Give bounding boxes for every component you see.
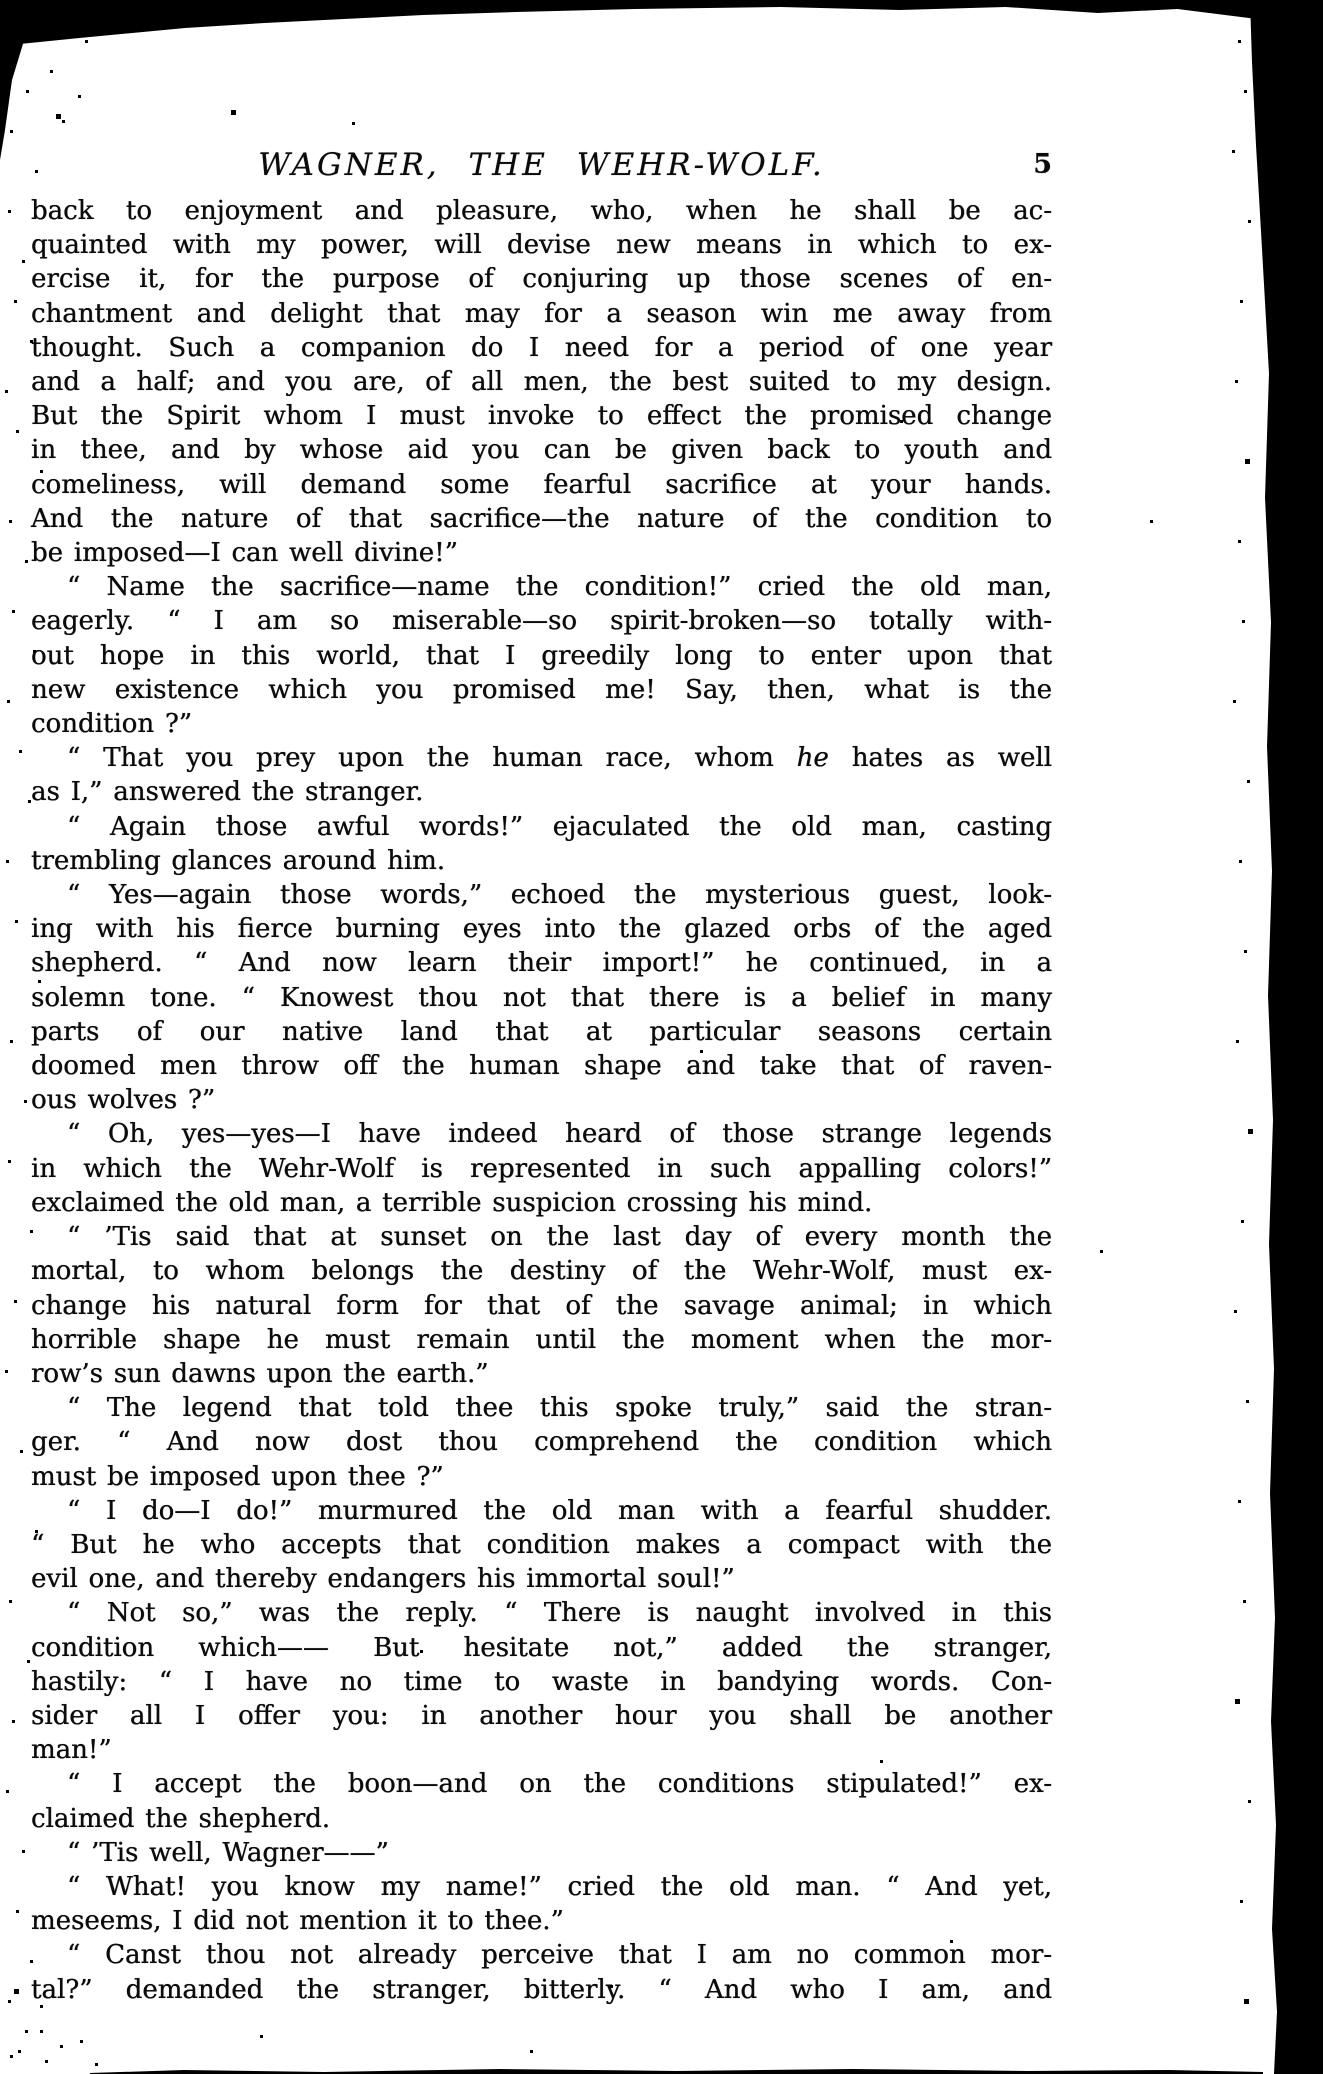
text-line: “ The legend that told thee this spoke truly,” said the stran- <box>67 1393 1052 1424</box>
text-line: meseems, I did not mention it to thee.” <box>31 1906 564 1937</box>
text-line: evil one, and thereby endangers his immortal soul!” <box>31 1564 735 1595</box>
paragraph <box>31 878 1052 1117</box>
text-line: And the nature of that sacrifice—the nature of the condition to <box>31 503 1052 534</box>
page-body <box>31 194 1052 2007</box>
text-line: as I,” answered the stranger. <box>31 777 424 808</box>
paragraph <box>31 1494 1052 1597</box>
text-line: “ Again those awful words!” ejaculated the old man, casting <box>67 811 1052 842</box>
text-line: new existence which you promised me! Say, then, what is the <box>31 674 1052 705</box>
text-line: shepherd. “ And now learn their import!” he continued, in a <box>31 948 1052 979</box>
text-line: ger. “ And now dost thou comprehend the condition which <box>31 1427 1052 1458</box>
text-line: ercise it, for the purpose of conjuring up those scenes of en- <box>31 264 1052 295</box>
text-line: man!” <box>31 1735 112 1766</box>
text-line: comeliness, will demand some fearful sacrifice at your hands. <box>31 469 1052 500</box>
text-line: “ What! you know my name!” cried the old man. “ And yet, <box>67 1871 1052 1902</box>
text-line: in thee, and by whose aid you can be given back to youth and <box>31 435 1052 466</box>
text-line: mortal, to whom belongs the destiny of the Wehr-Wolf, must ex- <box>31 1256 1052 1287</box>
text-line: “ ’Tis well, Wagner——” <box>67 1837 389 1868</box>
paragraph <box>31 1117 1052 1220</box>
paragraph <box>31 810 1052 878</box>
text-line: in which the Wehr-Wolf is represented in such appalling colors!” <box>31 1153 1052 1184</box>
text-line: “ I accept the boon—and on the conditions stipulated!” ex- <box>67 1769 1052 1800</box>
paragraph <box>31 1391 1052 1494</box>
text-line: row’s sun dawns upon the earth.” <box>31 1358 489 1389</box>
text-line: be imposed—I can well divine!” <box>31 538 458 569</box>
text-line: exclaimed the old man, a terrible suspicion crossing his mind. <box>31 1187 873 1218</box>
text-line: trembling glances around him. <box>31 845 446 876</box>
text-line: quainted with my power, will devise new means in which to ex- <box>31 230 1052 261</box>
paragraph <box>31 1836 1052 1870</box>
paragraph <box>31 1596 1052 1767</box>
text-line: thought. Such a companion do I need for a period of one year <box>31 332 1052 363</box>
text-line: doomed men throw off the human shape and take that of raven- <box>31 1051 1052 1082</box>
page-header <box>31 147 1052 183</box>
text-line: But the Spirit whom I must invoke to effect the promised change <box>31 401 1052 432</box>
text-line: “ I do—I do!” murmured the old man with a fearful shudder. <box>67 1495 1052 1526</box>
text-line: and a half; and you are, of all men, the best suited to my design. <box>31 367 1052 398</box>
text-line: parts of our native land that at particular seasons certain <box>31 1016 1052 1047</box>
scan-noise <box>0 0 3 3</box>
scan-edge-bottom <box>90 2068 1263 2074</box>
paragraph <box>31 741 1052 809</box>
text-line: must be imposed upon thee ?” <box>31 1461 444 1492</box>
paragraph <box>31 1220 1052 1391</box>
text-line: hastily: “ I have no time to waste in bandying words. Con- <box>31 1666 1052 1697</box>
text-line: solemn tone. “ Knowest thou not that there is a belief in many <box>31 982 1052 1013</box>
page-number: 5 <box>1033 149 1052 180</box>
text-line: claimed the shepherd. <box>31 1803 331 1834</box>
text-line: horrible shape he must remain until the moment when the mor- <box>31 1324 1052 1355</box>
paragraph <box>31 1767 1052 1835</box>
text-line: ing with his fierce burning eyes into the glazed orbs of the aged <box>31 914 1052 945</box>
text-line: chantment and delight that may for a season win me away from <box>31 298 1052 329</box>
text-line: out hope in this world, that I greedily long to enter upon that <box>31 640 1052 671</box>
scan-edge-top <box>0 0 1323 46</box>
text-line: ous wolves ?” <box>31 1085 216 1116</box>
scan-edge-right <box>1228 0 1323 2074</box>
paragraph <box>31 1870 1052 1938</box>
text-line: “ Yes—again those words,” echoed the mysterious guest, look- <box>67 880 1052 911</box>
text-line: eagerly. “ I am so miserable—so spirit-broken—so totally with- <box>31 606 1052 637</box>
text-line: “ Canst thou not already perceive that I am no common mor- <box>67 1940 1052 1971</box>
paragraph <box>31 570 1052 741</box>
text-line: tal?” demanded the stranger, bitterly. “ And who I am, and <box>31 1974 1052 2005</box>
text-line: sider all I offer you: in another hour you shall be another <box>31 1700 1052 1731</box>
text-line: “ ’Tis said that at sunset on the last day of every month the <box>67 1222 1052 1253</box>
text-line: “ Name the sacrifice—name the condition!” cried the old man, <box>67 572 1052 603</box>
text-line: condition which—— But hesitate not,” added the stranger, <box>31 1632 1052 1663</box>
paragraph <box>31 1938 1052 2006</box>
text-line: change his natural form for that of the savage animal; in which <box>31 1290 1052 1321</box>
text-line: “ That you prey upon the human race, whom he hates as well <box>67 743 1052 774</box>
text-line: “ But he who accepts that condition makes a compact with the <box>31 1529 1052 1560</box>
text-line: “ Not so,” was the reply. “ There is naught involved in this <box>67 1598 1052 1629</box>
text-line: condition ?” <box>31 709 193 740</box>
text-line: back to enjoyment and pleasure, who, when he shall be ac- <box>31 196 1052 226</box>
running-title: WAGNER, THE WEHR-WOLF. <box>258 147 825 183</box>
paragraph <box>31 194 1052 570</box>
text-line: “ Oh, yes—yes—I have indeed heard of those strange legends <box>67 1119 1052 1150</box>
